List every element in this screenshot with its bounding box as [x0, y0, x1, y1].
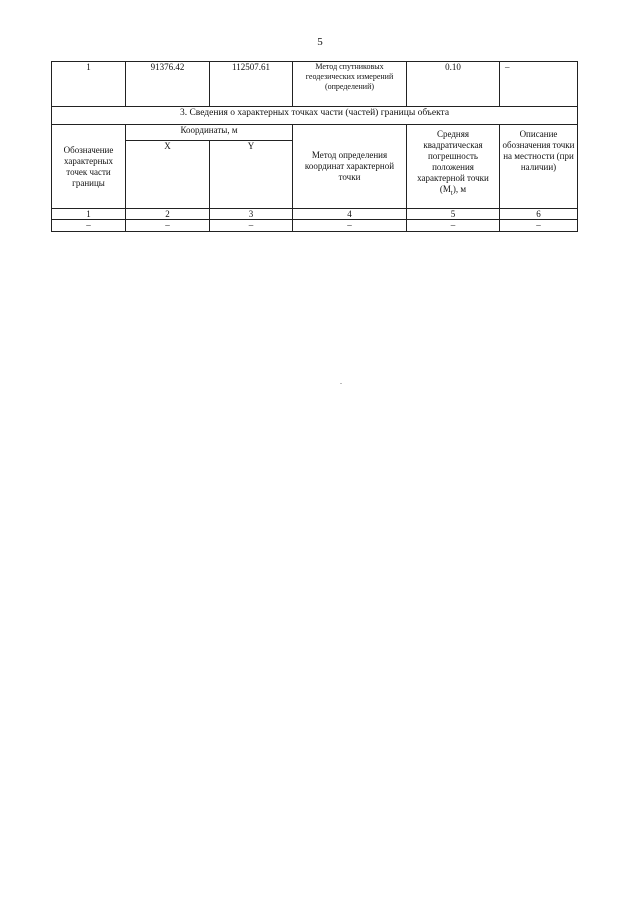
table-row — [52, 220, 578, 232]
column-number: 4 — [293, 209, 407, 220]
designation-header: Обозначение характерных точек части границы — [52, 125, 126, 209]
column-number: 1 — [52, 209, 126, 220]
method-header: Метод определения координат характерной точки — [293, 125, 407, 209]
error-header — [407, 125, 500, 209]
boundary-points-table — [51, 61, 578, 232]
column-number: 2 — [126, 209, 210, 220]
header-row — [52, 125, 578, 141]
column-number: 5 — [407, 209, 500, 220]
column-number: 3 — [210, 209, 293, 220]
error-header-unit: ), м — [452, 184, 467, 194]
page-number: 5 — [317, 36, 323, 48]
column-number-row — [52, 209, 578, 220]
dash-cell: – — [293, 220, 407, 232]
dash-cell: – — [126, 220, 210, 232]
description-cell: – — [500, 62, 578, 107]
x-coordinate-cell: 91376.42 — [126, 62, 210, 107]
method-cell: Метод спутниковых геодезических измерений (определений) — [293, 62, 407, 107]
column-number: 6 — [500, 209, 578, 220]
section-title: 3. Сведения о характерных точках части (частей) границы объекта — [52, 107, 578, 125]
y-header: Y — [210, 141, 293, 209]
dash-cell: – — [500, 220, 578, 232]
coordinates-header: Координаты, м — [126, 125, 293, 141]
point-number-cell: 1 — [52, 62, 126, 107]
dash-cell: – — [210, 220, 293, 232]
description-header: Описание обозначения точки на местности (при наличии) — [500, 125, 578, 209]
x-header: X — [126, 141, 210, 209]
dash-cell: – — [407, 220, 500, 232]
dash-cell: – — [52, 220, 126, 232]
table-row — [52, 62, 578, 107]
section-row — [52, 107, 578, 125]
y-coordinate-cell: 112507.61 — [210, 62, 293, 107]
error-header-text: Средняя квадратическая погрешность положения характерной точки (M — [417, 129, 489, 194]
scan-speck — [340, 383, 342, 384]
error-cell: 0.10 — [407, 62, 500, 107]
error-header-subscript: t — [450, 188, 453, 197]
